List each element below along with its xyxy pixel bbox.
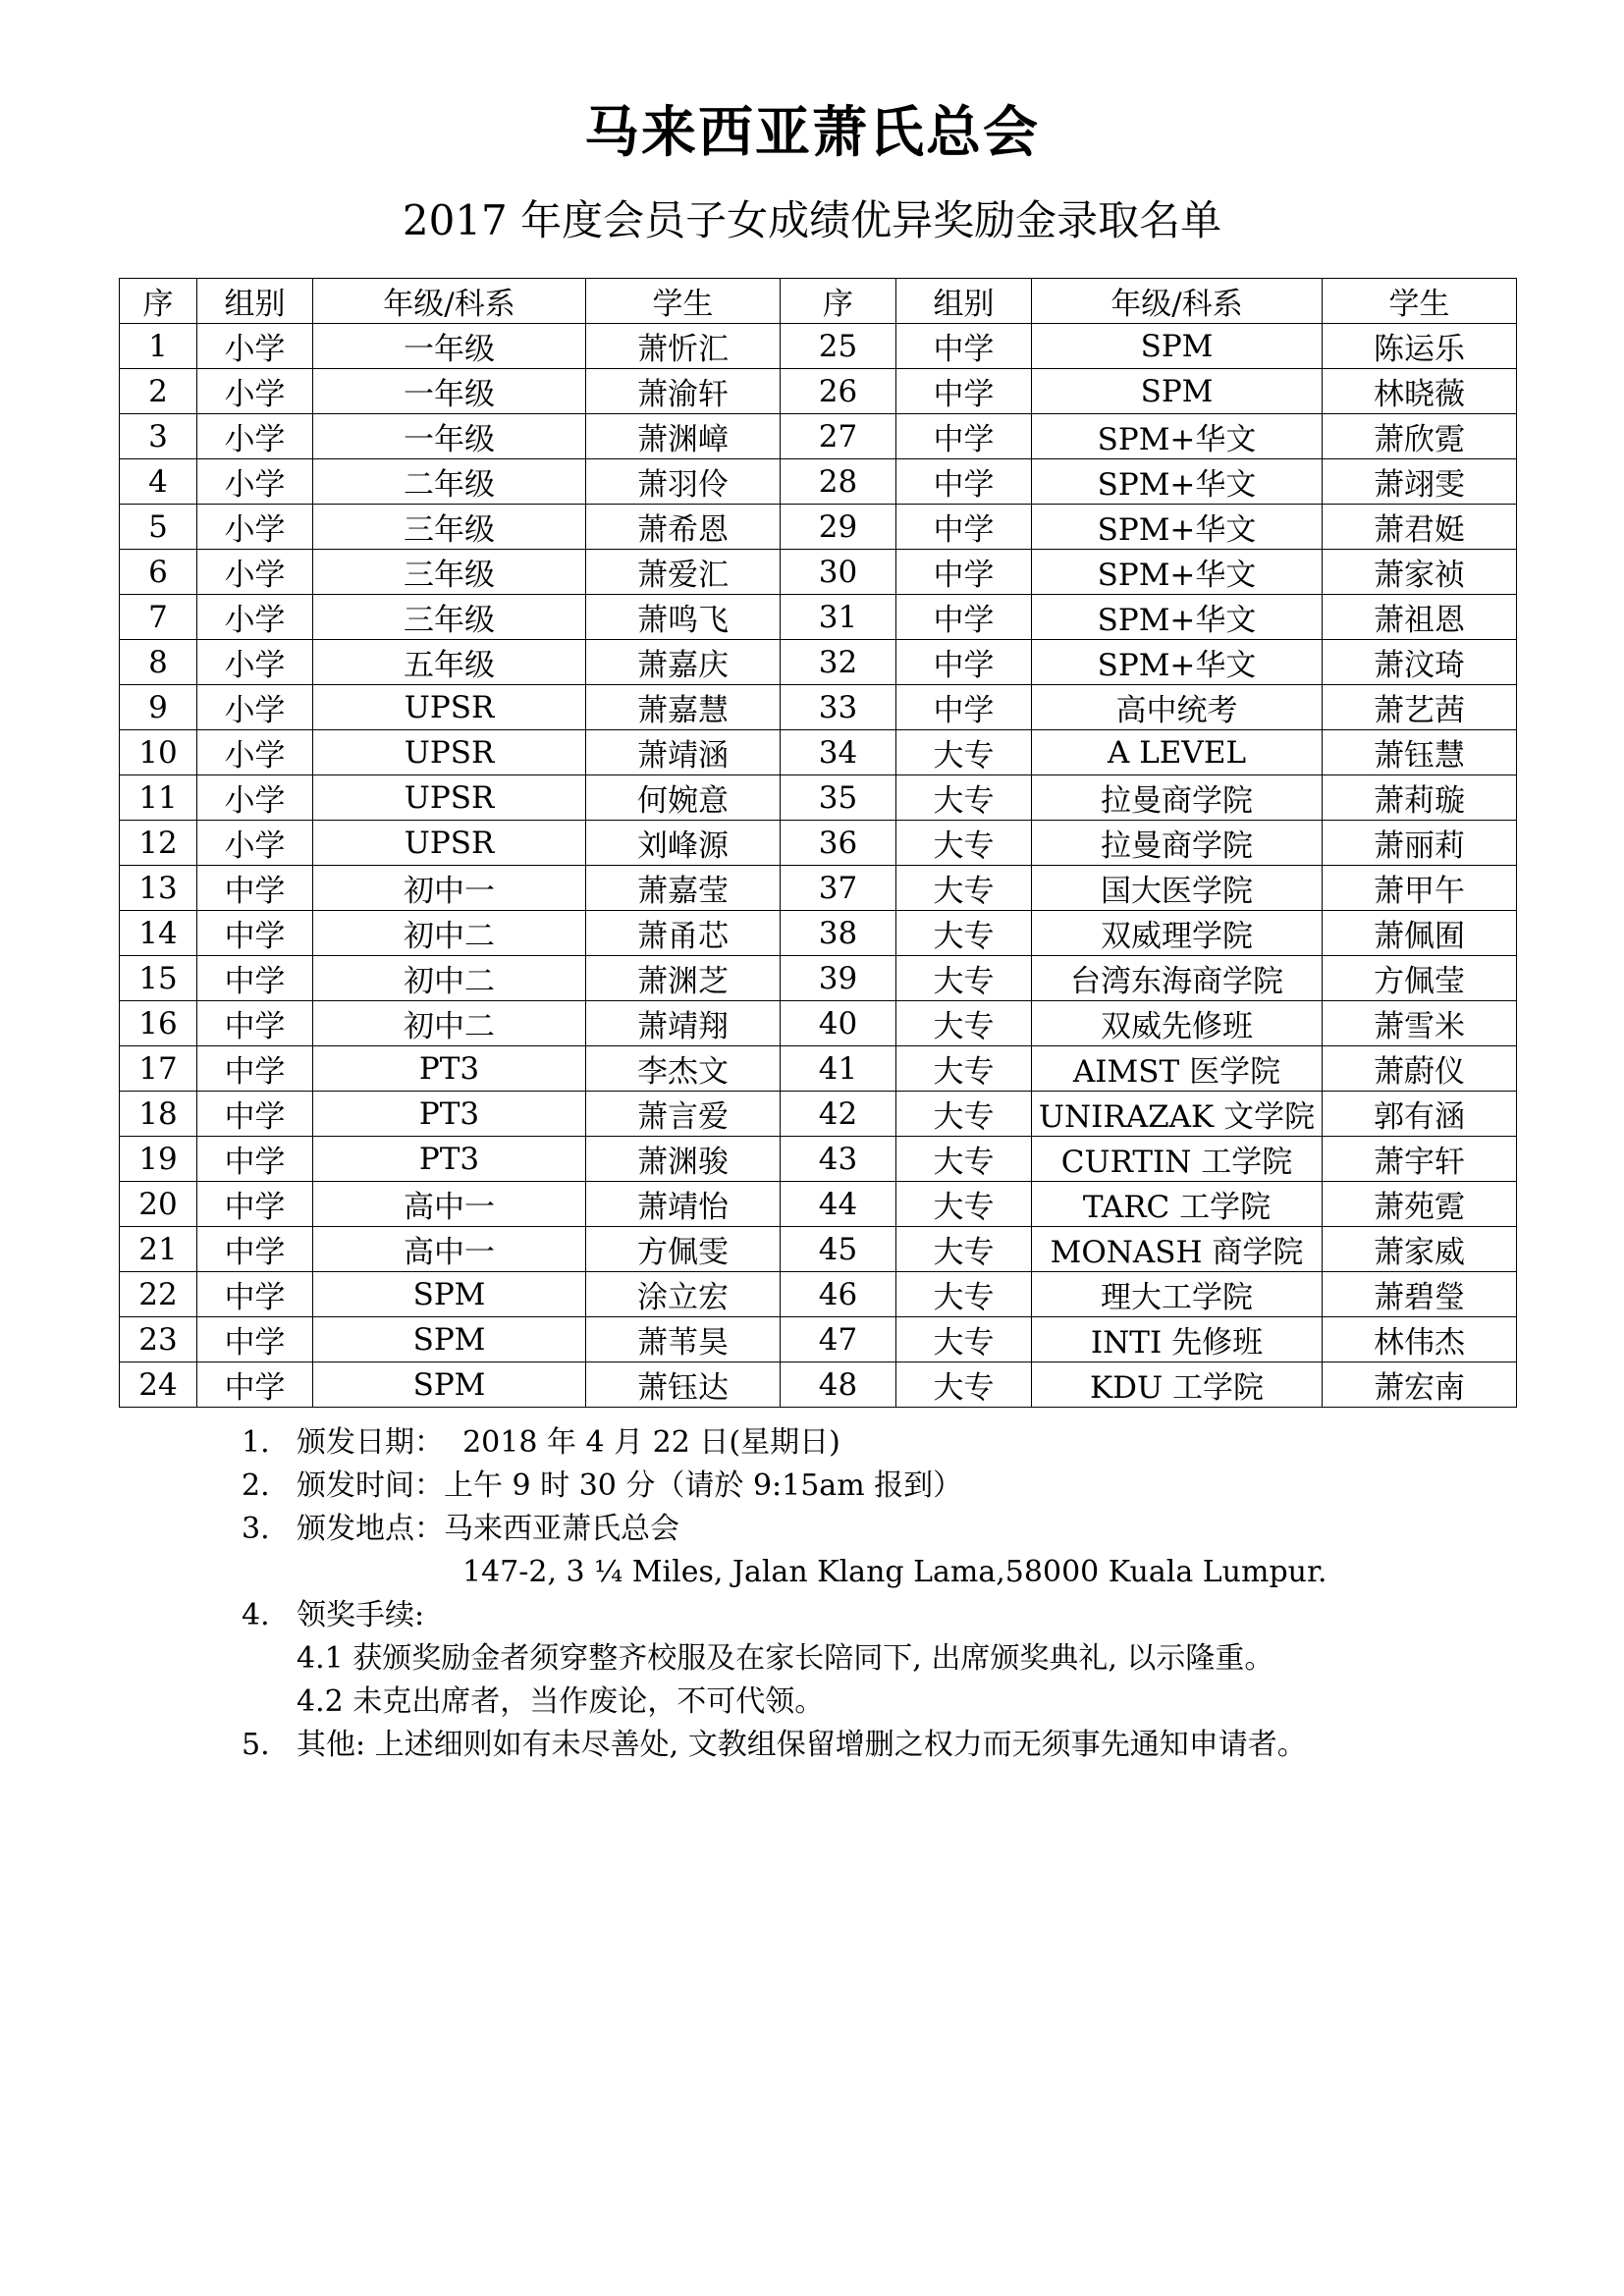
cell-student: 萧佩囿 xyxy=(1323,911,1517,956)
cell-group: 中学 xyxy=(197,1092,313,1137)
cell-student: 涂立宏 xyxy=(586,1272,781,1317)
cell-student: 方佩雯 xyxy=(586,1227,781,1272)
cell-group: 中学 xyxy=(197,1272,313,1317)
table-row xyxy=(120,550,1517,595)
cell-grade: PT3 xyxy=(313,1092,586,1137)
cell-student: 萧钰达 xyxy=(586,1362,781,1408)
cell-grade: 高中一 xyxy=(313,1227,586,1272)
cell-student: 萧渊芝 xyxy=(586,956,781,1001)
cell-seq: 6 xyxy=(120,550,197,595)
cell-grade: SPM xyxy=(313,1362,586,1408)
cell-grade: 二年级 xyxy=(313,459,586,505)
cell-grade: MONASH 商学院 xyxy=(1032,1227,1323,1272)
cell-student: 萧钰慧 xyxy=(1323,730,1517,775)
cell-seq: 30 xyxy=(781,550,896,595)
cell-grade: A LEVEL xyxy=(1032,730,1323,775)
cell-group: 大专 xyxy=(896,1362,1032,1408)
table-row xyxy=(120,369,1517,414)
cell-student: 萧莉璇 xyxy=(1323,775,1517,821)
cell-student: 萧靖翔 xyxy=(586,1001,781,1046)
cell-group: 小学 xyxy=(197,775,313,821)
cell-seq: 5 xyxy=(120,505,197,550)
cell-group: 中学 xyxy=(197,1137,313,1182)
cell-seq: 18 xyxy=(120,1092,197,1137)
cell-group: 大专 xyxy=(896,911,1032,956)
venue-address: 147-2, 3 ¼ Miles, Jalan Klang Lama,58000 Kuala Lumpur. xyxy=(462,1555,1327,1589)
cell-seq: 7 xyxy=(120,595,197,640)
cell-student: 萧渊嶂 xyxy=(586,414,781,459)
cell-group: 中学 xyxy=(197,1046,313,1092)
cell-grade: UPSR xyxy=(313,821,586,866)
table-row xyxy=(120,866,1517,911)
cell-seq: 19 xyxy=(120,1137,197,1182)
cell-group: 中学 xyxy=(896,505,1032,550)
cell-grade: SPM+华文 xyxy=(1032,414,1323,459)
cell-seq: 17 xyxy=(120,1046,197,1092)
note-number: 3. xyxy=(242,1512,270,1546)
cell-group: 大专 xyxy=(896,1227,1032,1272)
cell-group: 大专 xyxy=(896,1272,1032,1317)
cell-grade: UPSR xyxy=(313,730,586,775)
cell-seq: 48 xyxy=(781,1362,896,1408)
cell-group: 小学 xyxy=(197,459,313,505)
cell-seq: 24 xyxy=(120,1362,197,1408)
cell-group: 中学 xyxy=(197,866,313,911)
cell-grade: 拉曼商学院 xyxy=(1032,821,1323,866)
cell-student: 萧丽莉 xyxy=(1323,821,1517,866)
cell-student: 萧甲午 xyxy=(1323,866,1517,911)
cell-grade: PT3 xyxy=(313,1046,586,1092)
cell-group: 中学 xyxy=(197,1362,313,1408)
note-text: 其他: 上述细则如有未尽善处, 文教组保留增删之权力而无须事先通知申请者。 xyxy=(297,1728,1307,1762)
cell-grade: 理大工学院 xyxy=(1032,1272,1323,1317)
cell-grade: SPM+华文 xyxy=(1032,640,1323,685)
cell-student: 萧宇轩 xyxy=(1323,1137,1517,1182)
cell-grade: 一年级 xyxy=(313,324,586,369)
header-seq: 序 xyxy=(781,279,896,324)
note-number: 2. xyxy=(242,1468,270,1503)
cell-student: 萧羽伶 xyxy=(586,459,781,505)
cell-group: 大专 xyxy=(896,821,1032,866)
table-row xyxy=(120,821,1517,866)
cell-seq: 14 xyxy=(120,911,197,956)
cell-student: 萧苇昊 xyxy=(586,1317,781,1362)
cell-seq: 25 xyxy=(781,324,896,369)
cell-student: 萧苑霓 xyxy=(1323,1182,1517,1227)
note-number: 4. xyxy=(242,1598,270,1632)
table-row xyxy=(120,775,1517,821)
cell-group: 中学 xyxy=(896,685,1032,730)
cell-grade: 一年级 xyxy=(313,414,586,459)
note-venue-address xyxy=(242,1551,1518,1594)
cell-grade: SPM xyxy=(313,1272,586,1317)
cell-seq: 8 xyxy=(120,640,197,685)
table-row xyxy=(120,414,1517,459)
cell-group: 中学 xyxy=(896,640,1032,685)
cell-seq: 47 xyxy=(781,1317,896,1362)
cell-seq: 42 xyxy=(781,1092,896,1137)
cell-seq: 9 xyxy=(120,685,197,730)
cell-group: 小学 xyxy=(197,369,313,414)
cell-grade: 三年级 xyxy=(313,550,586,595)
table-row xyxy=(120,685,1517,730)
note-text: 领奖手续: xyxy=(297,1598,425,1632)
cell-grade: TARC 工学院 xyxy=(1032,1182,1323,1227)
cell-group: 中学 xyxy=(896,595,1032,640)
cell-group: 小学 xyxy=(197,730,313,775)
note-procedure-4-1 xyxy=(242,1637,1518,1681)
cell-group: 小学 xyxy=(197,685,313,730)
cell-student: 萧君娗 xyxy=(1323,505,1517,550)
cell-group: 大专 xyxy=(896,1182,1032,1227)
table-row xyxy=(120,1227,1517,1272)
cell-student: 萧家祯 xyxy=(1323,550,1517,595)
cell-seq: 43 xyxy=(781,1137,896,1182)
cell-student: 萧嘉莹 xyxy=(586,866,781,911)
cell-group: 小学 xyxy=(197,640,313,685)
cell-seq: 20 xyxy=(120,1182,197,1227)
cell-student: 萧言爱 xyxy=(586,1092,781,1137)
cell-seq: 32 xyxy=(781,640,896,685)
header-grade: 年级/科系 xyxy=(1032,279,1323,324)
header-student: 学生 xyxy=(1323,279,1517,324)
cell-student: 萧希恩 xyxy=(586,505,781,550)
cell-student: 萧碧瑩 xyxy=(1323,1272,1517,1317)
table-row xyxy=(120,1001,1517,1046)
cell-group: 大专 xyxy=(896,775,1032,821)
cell-grade: SPM+华文 xyxy=(1032,550,1323,595)
cell-seq: 23 xyxy=(120,1317,197,1362)
table-row xyxy=(120,324,1517,369)
cell-student: 萧汶琦 xyxy=(1323,640,1517,685)
table-body xyxy=(120,324,1517,1408)
cell-student: 萧甬芯 xyxy=(586,911,781,956)
award-notes xyxy=(242,1421,1518,1767)
cell-grade: 双威先修班 xyxy=(1032,1001,1323,1046)
header-student: 学生 xyxy=(586,279,781,324)
cell-grade: 三年级 xyxy=(313,505,586,550)
cell-grade: UPSR xyxy=(313,775,586,821)
cell-group: 中学 xyxy=(197,1001,313,1046)
note-number: 5. xyxy=(242,1728,270,1762)
cell-student: 陈运乐 xyxy=(1323,324,1517,369)
cell-group: 中学 xyxy=(896,414,1032,459)
cell-group: 小学 xyxy=(197,414,313,459)
note-text: 颁发地点：马来西亚萧氏总会 xyxy=(297,1512,679,1546)
cell-group: 中学 xyxy=(896,550,1032,595)
cell-grade: 初中二 xyxy=(313,911,586,956)
cell-grade: SPM xyxy=(1032,369,1323,414)
cell-grade: INTI 先修班 xyxy=(1032,1317,1323,1362)
table-row xyxy=(120,1046,1517,1092)
note-procedure-4-2 xyxy=(242,1681,1518,1724)
cell-group: 大专 xyxy=(896,1001,1032,1046)
cell-grade: SPM+华文 xyxy=(1032,459,1323,505)
cell-group: 中学 xyxy=(197,1227,313,1272)
cell-student: 林晓薇 xyxy=(1323,369,1517,414)
cell-student: 李杰文 xyxy=(586,1046,781,1092)
table-row xyxy=(120,595,1517,640)
cell-seq: 41 xyxy=(781,1046,896,1092)
note-procedure xyxy=(242,1594,1518,1637)
cell-grade: 初中二 xyxy=(313,956,586,1001)
table-row xyxy=(120,459,1517,505)
cell-group: 大专 xyxy=(896,956,1032,1001)
note-venue xyxy=(242,1508,1518,1551)
note-subitem: 4.2 未克出席者，当作废论，不可代领。 xyxy=(297,1684,825,1719)
cell-group: 大专 xyxy=(896,1092,1032,1137)
cell-student: 萧渝轩 xyxy=(586,369,781,414)
cell-grade: SPM xyxy=(313,1317,586,1362)
cell-seq: 10 xyxy=(120,730,197,775)
cell-seq: 40 xyxy=(781,1001,896,1046)
cell-grade: 拉曼商学院 xyxy=(1032,775,1323,821)
cell-seq: 36 xyxy=(781,821,896,866)
cell-group: 大专 xyxy=(896,1137,1032,1182)
cell-student: 萧爱汇 xyxy=(586,550,781,595)
cell-grade: 国大医学院 xyxy=(1032,866,1323,911)
cell-grade: KDU 工学院 xyxy=(1032,1362,1323,1408)
table-row xyxy=(120,1317,1517,1362)
cell-seq: 44 xyxy=(781,1182,896,1227)
cell-student: 萧蔚仪 xyxy=(1323,1046,1517,1092)
cell-student: 萧雪米 xyxy=(1323,1001,1517,1046)
cell-seq: 27 xyxy=(781,414,896,459)
cell-group: 大专 xyxy=(896,1317,1032,1362)
cell-seq: 31 xyxy=(781,595,896,640)
header-group: 组别 xyxy=(197,279,313,324)
document-subtitle: 2017 年度会员子女成绩优异奖励金录取名单 xyxy=(402,196,1222,244)
cell-student: 何婉意 xyxy=(586,775,781,821)
cell-grade: 初中二 xyxy=(313,1001,586,1046)
table-row xyxy=(120,1137,1517,1182)
cell-group: 小学 xyxy=(197,821,313,866)
cell-student: 萧忻汇 xyxy=(586,324,781,369)
cell-group: 小学 xyxy=(197,550,313,595)
note-date xyxy=(242,1421,1518,1465)
cell-grade: 台湾东海商学院 xyxy=(1032,956,1323,1001)
cell-grade: UPSR xyxy=(313,685,586,730)
note-other xyxy=(242,1724,1518,1767)
cell-grade: SPM+华文 xyxy=(1032,505,1323,550)
cell-grade: SPM+华文 xyxy=(1032,595,1323,640)
table-row xyxy=(120,1092,1517,1137)
cell-grade: 高中统考 xyxy=(1032,685,1323,730)
note-text: 颁发日期： 2018 年 4 月 22 日(星期日) xyxy=(297,1425,840,1460)
document-title: 马来西亚萧氏总会 xyxy=(584,100,1040,165)
cell-group: 大专 xyxy=(896,1046,1032,1092)
cell-grade: 初中一 xyxy=(313,866,586,911)
cell-seq: 21 xyxy=(120,1227,197,1272)
cell-grade: UNIRAZAK 文学院 xyxy=(1032,1092,1323,1137)
cell-group: 中学 xyxy=(896,459,1032,505)
cell-grade: PT3 xyxy=(313,1137,586,1182)
cell-student: 方佩莹 xyxy=(1323,956,1517,1001)
cell-seq: 35 xyxy=(781,775,896,821)
cell-student: 萧艺茜 xyxy=(1323,685,1517,730)
note-time xyxy=(242,1465,1518,1508)
cell-seq: 39 xyxy=(781,956,896,1001)
cell-seq: 22 xyxy=(120,1272,197,1317)
cell-seq: 2 xyxy=(120,369,197,414)
cell-student: 刘峰源 xyxy=(586,821,781,866)
table-row xyxy=(120,730,1517,775)
cell-seq: 12 xyxy=(120,821,197,866)
cell-grade: 双威理学院 xyxy=(1032,911,1323,956)
cell-student: 萧渊骏 xyxy=(586,1137,781,1182)
table-row xyxy=(120,1362,1517,1408)
cell-seq: 13 xyxy=(120,866,197,911)
cell-seq: 16 xyxy=(120,1001,197,1046)
cell-grade: 五年级 xyxy=(313,640,586,685)
cell-group: 中学 xyxy=(896,369,1032,414)
table-row xyxy=(120,956,1517,1001)
cell-grade: 高中一 xyxy=(313,1182,586,1227)
cell-seq: 15 xyxy=(120,956,197,1001)
table-header-row xyxy=(120,279,1517,324)
cell-seq: 33 xyxy=(781,685,896,730)
note-subitem: 4.1 获颁奖励金者须穿整齐校服及在家长陪同下, 出席颁奖典礼, 以示隆重。 xyxy=(297,1641,1274,1676)
note-text: 颁发时间：上午 9 时 30 分（请於 9:15am 报到） xyxy=(297,1468,963,1503)
cell-grade: CURTIN 工学院 xyxy=(1032,1137,1323,1182)
cell-group: 中学 xyxy=(896,324,1032,369)
cell-student: 萧家威 xyxy=(1323,1227,1517,1272)
cell-group: 大专 xyxy=(896,730,1032,775)
cell-grade: SPM xyxy=(1032,324,1323,369)
cell-group: 小学 xyxy=(197,324,313,369)
cell-seq: 26 xyxy=(781,369,896,414)
cell-seq: 46 xyxy=(781,1272,896,1317)
cell-grade: 一年级 xyxy=(313,369,586,414)
cell-group: 中学 xyxy=(197,1182,313,1227)
cell-group: 大专 xyxy=(896,866,1032,911)
cell-seq: 38 xyxy=(781,911,896,956)
cell-seq: 45 xyxy=(781,1227,896,1272)
cell-student: 萧翊雯 xyxy=(1323,459,1517,505)
cell-student: 萧靖涵 xyxy=(586,730,781,775)
cell-student: 萧靖怡 xyxy=(586,1182,781,1227)
cell-seq: 37 xyxy=(781,866,896,911)
table-row xyxy=(120,640,1517,685)
cell-student: 萧鸣飞 xyxy=(586,595,781,640)
header-group: 组别 xyxy=(896,279,1032,324)
header-grade: 年级/科系 xyxy=(313,279,586,324)
cell-seq: 29 xyxy=(781,505,896,550)
cell-student: 萧嘉庆 xyxy=(586,640,781,685)
cell-student: 郭有涵 xyxy=(1323,1092,1517,1137)
cell-student: 萧宏南 xyxy=(1323,1362,1517,1408)
cell-seq: 4 xyxy=(120,459,197,505)
cell-student: 萧祖恩 xyxy=(1323,595,1517,640)
header-seq: 序 xyxy=(120,279,197,324)
table-row xyxy=(120,505,1517,550)
note-number: 1. xyxy=(242,1425,270,1460)
cell-group: 中学 xyxy=(197,1317,313,1362)
cell-student: 萧嘉慧 xyxy=(586,685,781,730)
cell-grade: AIMST 医学院 xyxy=(1032,1046,1323,1092)
cell-group: 小学 xyxy=(197,505,313,550)
cell-student: 萧欣霓 xyxy=(1323,414,1517,459)
cell-seq: 1 xyxy=(120,324,197,369)
table-row xyxy=(120,1182,1517,1227)
cell-group: 中学 xyxy=(197,956,313,1001)
award-roster-table xyxy=(119,278,1517,1408)
cell-seq: 28 xyxy=(781,459,896,505)
table-row xyxy=(120,911,1517,956)
cell-seq: 3 xyxy=(120,414,197,459)
cell-seq: 11 xyxy=(120,775,197,821)
table-row xyxy=(120,1272,1517,1317)
cell-grade: 三年级 xyxy=(313,595,586,640)
cell-group: 中学 xyxy=(197,911,313,956)
cell-seq: 34 xyxy=(781,730,896,775)
cell-group: 小学 xyxy=(197,595,313,640)
cell-student: 林伟杰 xyxy=(1323,1317,1517,1362)
